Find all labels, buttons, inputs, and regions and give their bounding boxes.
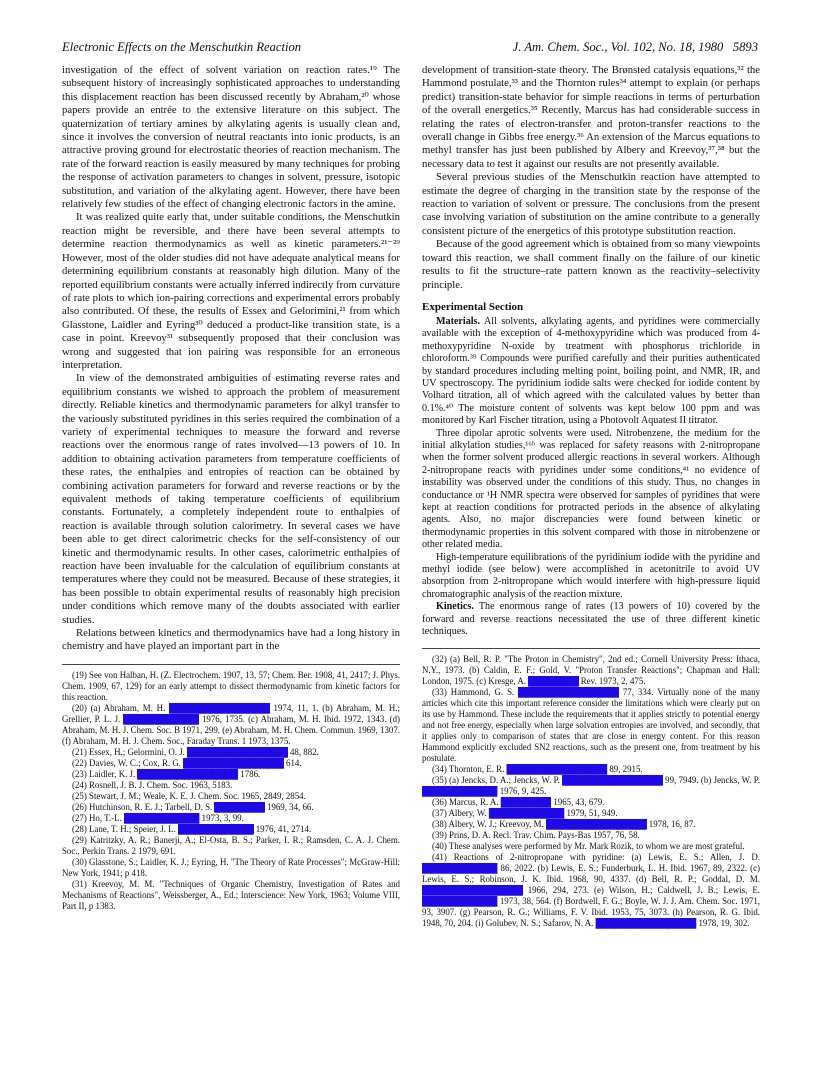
reference-item: (39) Prins, D. A. Recl. Trav. Chim. Pays-Bas 1957, 76, 58. [432, 830, 640, 841]
reference-item: (21) Essex, H.; Gelormini, O. J. ████████████████ 48, 882. [72, 746, 319, 757]
body-paragraph: investigation of the effect of solvent variation on reaction rates.¹⁹ The subsequent history of increasingly sophisticated approaches to understanding this displacement reaction has been discussed recently by Abraham,²⁰ whose papers provide an entrée to the extensive literature on this subject. The quaternization of tertiary amines by alkylating agents is usually clean and, since it involves the conversion of neutral reactants into ionic products, is an attractive proving ground for electrostatic theories of reaction mechanism. The rate of the forward reaction is easily measured by many techniques for probing the response of activation parameters to changes in solvent, pressure, isotopic substitution, and variation of the alkylating agent. However, there have been relatively few studies of the effect of changing electronic factors in the amine. [62, 64, 400, 211]
experimental-paragraph [422, 428, 760, 552]
reference-item: (33) Hammond, G. S. ████████████████ 77, 334. Virtually none of the many articles which cite this important reference consider the limitations which were clearly put on its use by Hammond. These include the requirements that it applies strictly to potential energy and not free energy, especially when large solvation entropies are involved, and secondly, that it applies only to comparison of states that are close in energy content. For this reason Hammond explicitly excluded SN2 reactions, such as the present one, from treatment by his postulate. [422, 687, 760, 764]
body-paragraph: Relations between kinetics and thermodynamics have had a long history in chemistry and have played an important part in the [62, 627, 400, 653]
redaction-bar: ████████████████ [545, 819, 647, 830]
redaction-bar: ████████████████ [518, 687, 619, 698]
redaction-bar: ████████████████ [183, 757, 284, 768]
right-column [422, 64, 760, 929]
paragraph-text: The enormous range of rates (13 powers of 10) covered by the forward and reverse reactions necessitated the use of three different kinetic techniques. [422, 601, 760, 638]
paragraph-lead: Kinetics. [436, 601, 474, 613]
body-paragraph: development of transition-state theory. The Brønsted catalysis equations,³² the Hammond postulate,³³ and the Thornton rules³⁴ attempt to explain (or perhaps predict) transition-state behavior for simple reactions in terms of perturbation of the overall energetics.³⁵ Recently, Marcus has had considerable success in relating the rates of electron-transfer and proton-transfer reactions to the overall change in Gibbs free energy.³⁶ An extension of the Marcus equations to methyl transfer has just been published by Albery and Kreevoy,³⁷,³⁸ but the necessary data to test it against our results are not presently available. [422, 64, 760, 170]
body-paragraph: It was realized quite early that, under suitable conditions, the Menschutkin reaction might be reversible, and there have been several attempts to determine reaction thermodynamics as well as kinetic parameters.²¹⁻²⁹ However, most of the older studies did not have adequate analytical means for determining equilibrium constants at reasonably high dilution. Many of the reported equilibrium constants were actually inferred indirectly from curvature of rate plots to which ion-pairing corrections and experimental errors probably also contributed. Of these, the results of Essex and Gelorimini,²¹ from which Glasstone, Laidler and Eyring³⁰ deduced a product-like transition state, is a case in point. Kreevoy³¹ subsequently proposed that their conclusion was wrong and suggested that ion pairing was responsible for an erroneous interpretation. [62, 211, 400, 371]
reference-item: (31) Kreevoy, M. M. "Techniques of Organic Chemistry, Investigation of Rates and Mechanisms of Reactions", Weissberger, A., Ed.; Interscience: New York, 1963; Volume VIII, Part II, p 1383. [62, 878, 400, 911]
page-number: 5893 [732, 40, 758, 54]
paragraph-text: High-temperature equilibrations of the pyridinium iodide with the pyridine and methyl iodide (see below) were accomplished in acetonitrile to avoid UV absorption from 2-nitropropane which would interfere with high-pressure liquid chromatographic analysis of the reaction mixture. [422, 551, 760, 600]
section-heading: Experimental Section [422, 300, 524, 313]
body-paragraph: Because of the good agreement which is obtained from so many viewpoints toward this reaction, we shall comment finally on the failure of our kinetic results to fit the structure–rate pattern known as the reactivity–selectivity principle. [422, 238, 760, 291]
redaction-bar: ████████ [214, 801, 265, 812]
redaction-bar: ████████████████ [169, 702, 270, 713]
redaction-bar: ████████████ [422, 863, 498, 874]
reference-item: (25) Stewart, J. M.; Weale, K. E. J. Chem. Soc. 1965, 2849, 2854. [72, 790, 306, 801]
redaction-bar: ████████████████ [595, 918, 697, 929]
reference-item: (36) Marcus, R. A. ████████ 1965, 43, 679. [432, 797, 605, 808]
body-paragraph: In view of the demonstrated ambiguities of estimating reverse rates and equilibrium constants we wished to approach the problem of measurement directly. Reliable kinetics and thermodynamic parameters for alkyl transfer to the variously substituted pyridines in this series required the combination of a variety of experimental techniques to measure the forward and reverse reactions over the enormous range of rates involved—13 powers of 10. In addition to obtaining activation parameters from temperature coefficients of these rates, the enthalpies and entropies of reaction can be obtained by combining activation parameters for forward and reverse reactions or by the equivalent methods of taking temperature coefficients of equilibrium constants. Fortunately, a completely independent route to enthalpies of reaction is available through solution calorimetry. In several cases we have been able to get direct calorimetric checks for the self-consistency of our kinetic and thermodynamic results. In other cases, calorimetric enthalpies of reaction have been invaluable for the calculation of equilibrium constants at temperatures where they could not be measured. Because of these strategies, it has been possible to obtain experimental results of reasonably high precision under conditions which remove many of the doubts associated with earlier studies. [62, 372, 400, 626]
reference-item: (32) (a) Bell, R. P. "The Proton in Chemistry", 2nd ed.; Cornell University Press: Ithaca, N.Y., 1973. (b) Caldin, E. F.; Gold, V. "Proton Transfer Reactions"; Chapman and Hall: London, 1975. (c) Kresge, A. ████████ Rev. 1973, 2, 475. [422, 654, 760, 687]
reference-item: (29) Katritzky, A. R.; Banerji, A.; El-Osta, B. S.; Parker, I. R.; Ramsden, C. A. J. Chem. Soc., Perkin Trans. 2 1979, 691. [62, 834, 400, 856]
journal-citation [513, 40, 758, 55]
footnote-rule [422, 648, 760, 649]
redaction-bar: ████████████████ [562, 775, 663, 786]
reference-item: (38) Albery, W. J.; Kreevoy, M. ████████████████ 1978, 16, 87. [432, 819, 696, 830]
reference-item: (24) Rosnell, J. B. J. Chem. Soc. 1963, 5183. [72, 779, 233, 790]
paragraph-lead: Materials. [436, 315, 481, 327]
reference-item: (30) Glasstone, S.; Laidler, K. J.; Eyring, H. "The Theory of Rate Processes"; McGraw-Hill: New York, 1941; p 418. [62, 856, 400, 878]
paragraph-text: All solvents, alkylating agents, and pyridines were commercially available with the exception of 4-methoxypyridine which was produced from 4-methoxypyridine N-oxide by treatment with phosphorus trichloride in chloroform.³⁹ Compounds were purified carefully and their purities authenticated by standard procedures including melting point, boiling point, and NMR, IR, and UV spectroscopy. The pyridinium iodide salts were checked for iodide content by Volhard titration, all of which agreed with the calculated values by better than 0.1%.⁴⁰ The moisture content of solvents was kept below 100 ppm and was monitored by Karl Fischer titration, using a Photovolt Aquatest II titrator. [422, 315, 760, 427]
reference-item: (34) Thornton, E. R. ████████████████ 89, 2915. [432, 764, 643, 775]
running-title: Electronic Effects on the Menschutkin Reaction [62, 40, 302, 54]
reference-item: (35) (a) Jencks, D. A.; Jencks, W. P. ████████████████ 99, 7949. (b) Jencks, W. P. ████████████ 1976, 9, 425. [422, 775, 760, 797]
redaction-bar: ████████████ [422, 786, 498, 797]
experimental-section [422, 316, 760, 639]
redaction-bar: ████████ [500, 797, 552, 808]
reference-item: (19) See von Halban, H. (Z. Electrochem. 1907, 13, 57; Chem. Ber. 1908, 41, 2417; J. Phys. Chem. 1909, 67, 129) for an early attempt to dissect thermodynamic from kinetic factors for this reaction. [62, 669, 400, 702]
reference-item: (20) (a) Abraham, M. H. ████████████████ 1974, 11, 1. (b) Abraham, M. H.; Grellier, P. L. J. ████████████ 1976, 1735. (c) Abraham, M. H. Ibid. 1972, 1343. (d) Abraham, M. H. J. Chem. Soc. B 1971, 299. (e) Abraham, M. H. Chem. Commun. 1969, 1307. (f) Abraham, M. H. J. Chem. Soc., Faraday Trans. 1 1973, 1375. [62, 702, 400, 746]
reference-item: (22) Davies, W. C.; Cox, R. G. ████████████████ 614. [72, 757, 302, 768]
references-right [422, 654, 760, 929]
reference-item: (23) Laidler, K. J. ████████████████ 1786. [72, 768, 261, 779]
reference-item: (40) These analyses were performed by Mr. Mark Rozik, to whom we are most grateful. [432, 841, 745, 852]
reference-item: (28) Lane, T. H.; Speier, J. L. ████████████ 1976, 41, 2714. [72, 823, 312, 834]
footnote-rule [62, 664, 400, 665]
redaction-bar: ████████████ [488, 808, 565, 819]
redaction-bar: ████████ [528, 676, 579, 687]
body-paragraph: Several previous studies of the Menschutkin reaction have attempted to estimate the degree of charging in the transition state by the response of the reaction to variation of solvent or pressure. The conclusions from the present case involving variation of substitution on the amine contribute to a generally consistent picture of the energetics of this prototype substitution reaction. [422, 171, 760, 237]
redaction-bar: ████████████████ [187, 746, 288, 757]
redaction-bar: ████████████ [123, 713, 199, 724]
left-column [62, 64, 400, 912]
running-header [62, 40, 758, 58]
reference-item: (41) Reactions of 2-nitropropane with pyridine: (a) Lewis, E. S.; Allen, J. D. ████████████ 86, 2022. (b) Lewis, E. S.; Funderburk, L. H. Ibid. 1967, 89, 2322. (c) Lewis, E. S.; Robinson, J. K. Ibid. 1968, 90, 4337. (d) Bell, R. P.; Goddal, D. M. ████████████████ 1966, 294, 273. (e) Wilson, H.; Caldwell, J. B.; Lewis, E. ████████████ 1973, 38, 564. (f) Bordwell, F. G.; Boyle, W. J. J. Am. Chem. Soc. 1971, 93, 3907. (g) Pearson, R. G.; Williams, F. V. Ibid. 1953, 75, 3073. (h) Pearson, R. G. Ibid. 1948, 70, 204. (i) Golubev, N. S.; Safarov, N. A. ████████████████ 1978, 19, 302. [422, 852, 760, 929]
journal-name: J. Am. Chem. Soc., Vol. 102, No. 18, 1980 [512, 40, 724, 54]
reference-item: (27) Ho, T.-L. ████████████ 1973, 3, 99. [72, 812, 244, 823]
reference-item: (37) Albery, W. ████████████ 1979, 51, 949. [432, 808, 618, 819]
experimental-paragraph [422, 601, 760, 638]
experimental-paragraph [422, 552, 760, 602]
redaction-bar: ████████████████ [506, 764, 608, 775]
redaction-bar: ████████████ [178, 823, 254, 834]
references-left [62, 670, 400, 912]
experimental-paragraph [422, 316, 760, 428]
redaction-bar: ████████████ [123, 812, 200, 823]
redaction-bar: ████████████████ [422, 885, 523, 896]
redaction-bar: ████████████ [422, 896, 498, 907]
redaction-bar: ████████████████ [137, 768, 239, 779]
paragraph-text: Three dipolar aprotic solvents were used. Nitrobenzene, the medium for the initial alkylation studies,¹⁶ᵇ was replaced for safety reasons with 2-nitropropane when the former solvent produced allergic reactions in several workers. Although 2-nitropropane reacts with pyridines under some conditions,⁴¹ no evidence of instability was observed under the conditions of this study. Thus, no changes in conductance or ¹H NMR spectra were observed for samples of pyridines that were kept at reaction conditions for protracted periods in the absence of alkylating agents. Also, no major discrepancies were found between kinetic or thermodynamic properties in this solvent compared with those in nitrobenzene or other related media. [422, 427, 760, 551]
reference-item: (26) Hutchinson, R. E. J.; Tarbell, D. S. ████████ 1969, 34, 66. [72, 801, 314, 812]
